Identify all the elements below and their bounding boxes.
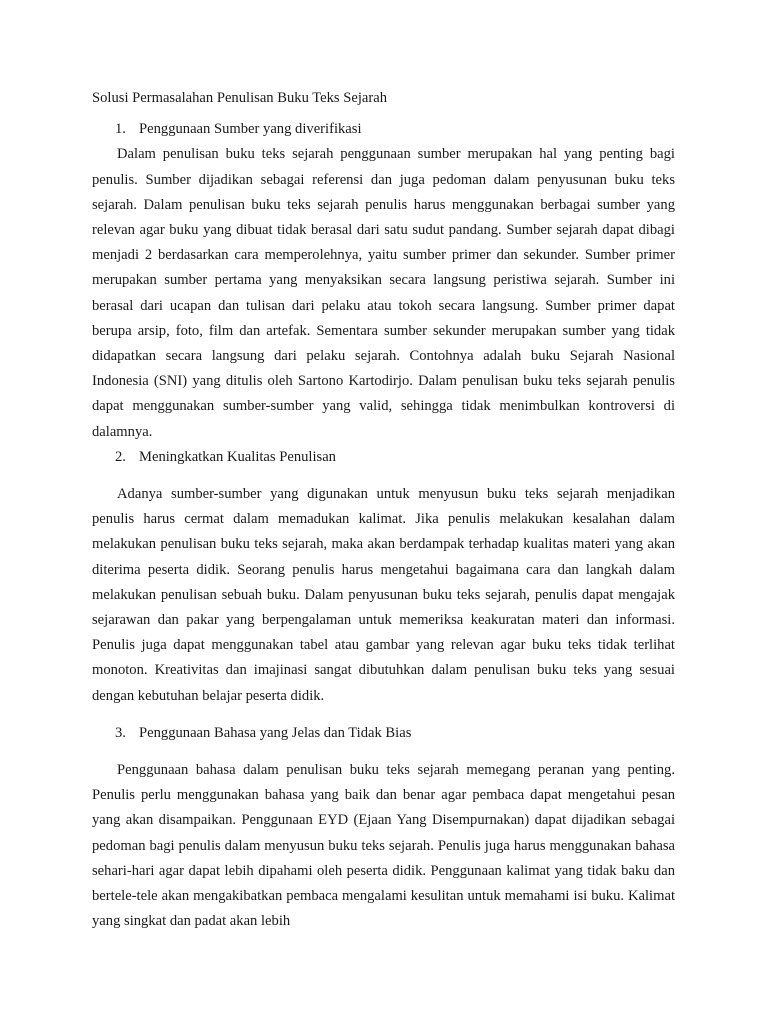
- section-heading-text-3: Penggunaan Bahasa yang Jelas dan Tidak Bias: [139, 724, 412, 741]
- section-heading-2: [92, 445, 675, 470]
- section-heading-3: [92, 721, 675, 746]
- document-title: Solusi Permasalahan Penulisan Buku Teks Sejarah: [92, 90, 388, 106]
- section-paragraph-1: Dalam penulisan buku teks sejarah penggunaan sumber merupakan hal yang penting bagi penulis. Sumber dijadikan sebagai referensi dan juga pedoman dalam penyusunan buku teks sejarah. Dalam penulisan buku teks sejarah penulis harus menggunakan berbagai sumber yang relevan agar buku yang dibuat tidak berasal dari satu sudut pandang. Sumber sejarah dapat dibagi menjadi 2 berdasarkan cara memperolehnya, yaitu sumber primer dan sekunder. Sumber primer merupakan sumber pertama yang menyaksikan secara langsung peristiwa sejarah. Sumber ini berasal dari ucapan dan tulisan dari pelaku atau tokoh secara langsung. Sumber primer dapat berupa arsip, foto, film dan artefak. Sementara sumber sekunder merupakan sumber yang tidak didapatkan secara langsung dari pelaku sejarah. Contohnya adalah buku Sejarah Nasional Indonesia (SNI) yang ditulis oleh Sartono Kartodirjo. Dalam penulisan buku teks sejarah penulis dapat menggunakan sumber-sumber yang valid, sehingga tidak menimbulkan kontroversi di dalamnya.: [92, 146, 675, 440]
- section-heading-text-2: Meningkatkan Kualitas Penulisan: [139, 448, 336, 465]
- section-heading-1: [92, 117, 675, 142]
- section-paragraph-3: Penggunaan bahasa dalam penulisan buku teks sejarah memegang peranan yang penting. Penulis perlu menggunakan bahasa yang baik dan benar agar pembaca dapat mengetahui pesan yang akan disampaikan. Penggunaan EYD (Ejaan Yang Disempurnakan) dapat dijadikan sebagai pedoman bagi penulis dalam menyusun buku teks sejarah. Penulis juga harus menggunakan bahasa sehari-hari agar dapat lebih dipahami oleh peserta didik. Penggunaan kalimat yang tidak baku dan bertele-tele akan mengakibatkan pembaca mengalami kesulitan untuk memahami isi buku. Kalimat yang singkat dan padat akan lebih: [92, 762, 675, 930]
- section-heading-text-1: Penggunaan Sumber yang diverifikasi: [139, 121, 362, 138]
- section-paragraph-2: Adanya sumber-sumber yang digunakan untuk menyusun buku teks sejarah menjadikan penulis harus cermat dalam memadukan kalimat. Jika penulis melakukan kesalahan dalam melakukan penulisan buku teks sejarah, maka akan berdampak terhadap kualitas materi yang akan diterima peserta didik. Seorang penulis harus mengetahui bagaimana cara dan langkah dalam melakukan penulisan sebuah buku. Dalam penyusunan buku teks sejarah, penulis dapat mengajak sejarawan dan pakar yang berpengalaman untuk memeriksa keakuratan materi dan informasi. Penulis juga dapat menggunakan tabel atau gambar yang relevan agar buku teks tidak terlihat monoton. Kreativitas dan imajinasi sangat dibutuhkan dalam penulisan buku teks yang sesuai dengan kebutuhan belajar peserta didik.: [92, 486, 675, 704]
- section-number-2: 2.: [115, 448, 126, 465]
- section-number-1: 1.: [115, 121, 126, 138]
- section-number-3: 3.: [115, 724, 126, 741]
- document-page: [92, 86, 675, 935]
